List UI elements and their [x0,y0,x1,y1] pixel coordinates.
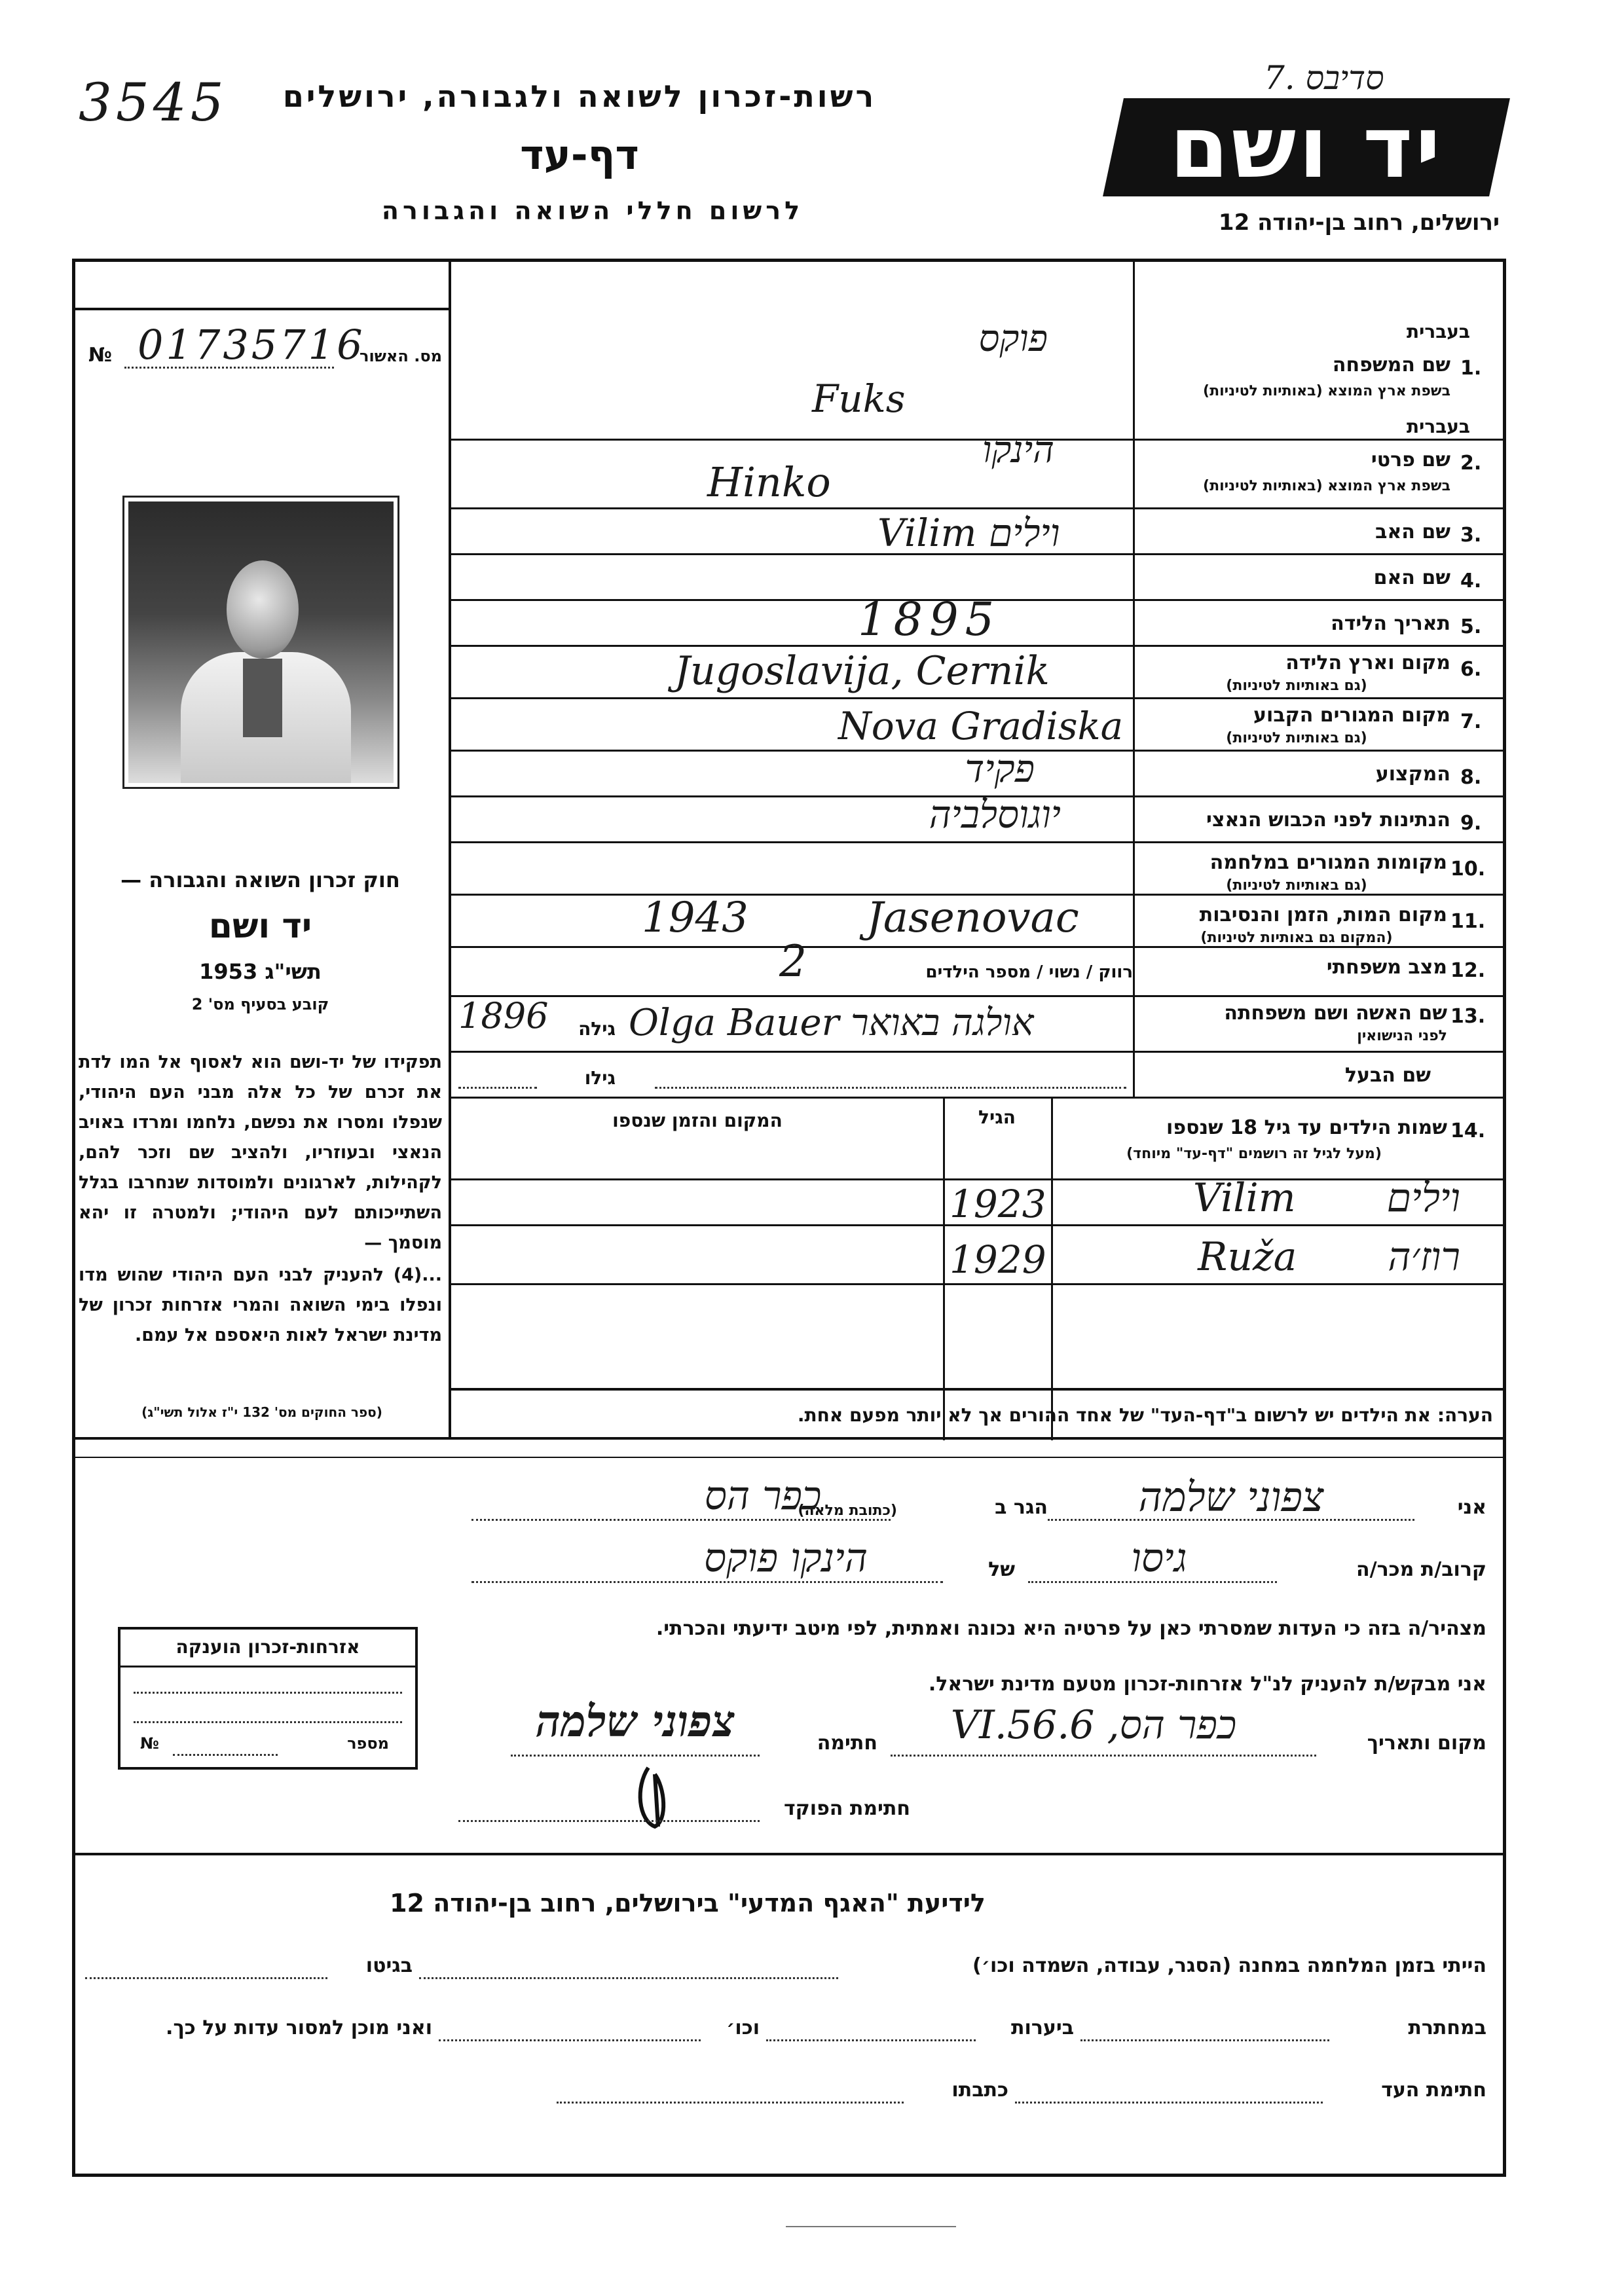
form-title: דף-עד [520,131,639,179]
field-8-num: 8. [1460,766,1482,789]
decl-address-hint: (כתובת מלאה) [798,1503,897,1519]
authority-heading: רשות-זכרון לשואה ולגבורה, ירושלים [282,79,877,114]
bottom-line3-dots-2 [557,2102,904,2104]
decl-i-label: אני [1457,1496,1486,1519]
field-13-sub: לפני הנישואין [1357,1028,1447,1044]
decl-officer-label: חתימת הפוקד [784,1797,910,1820]
field-10-label: מקומות המגורים במלחמה [1209,851,1447,874]
husband-label: שם הבעל [1344,1064,1431,1087]
field-9-value: יוגוסלביה [929,792,1061,837]
row-rule-14 [449,1097,1503,1099]
children-num: 14. [1450,1120,1486,1142]
bottom-line2-dots-2 [766,2039,976,2041]
decl-statement: מצהיר/ה בזה כי העדות שמסרתי כאן על פרטיה היא נכונה ואמתית, לפי מיטב ידיעתי והכרתי. [655,1617,1486,1640]
field-6-num: 6. [1460,658,1482,681]
child-1-name: וילים Vilim [1192,1175,1460,1221]
note-text: הערה: את הילדים יש לרשום ב"דף-העד" של אחד ההורים אך לא יותר מפעם אחת. [797,1404,1493,1426]
husband-line [655,1087,1126,1089]
decl-relative-label: קרוב/ת מכר/ה [1356,1558,1486,1581]
row-rule-9 [449,841,1503,843]
field-13-age-value: 1896 [458,995,549,1036]
top-right-handwritten: 7. סדיבס [1264,59,1384,97]
field-3-label: שם האב [1375,520,1450,543]
decl-relation: גיסו [1131,1535,1187,1581]
registration-suffix: № [88,344,113,367]
bottom-line2-start: במחתרת [1408,2016,1486,2039]
children-col-place: המקום והזמן שנספו [612,1110,783,1131]
decl-officer-line [458,1820,760,1822]
field-13-num: 13. [1450,1005,1486,1028]
decl-request: אני מבקש/ת להעניק לנ"ל אזרחות-זכרון מטעם מדינת ישראל. [928,1673,1486,1696]
citizenship-number-line [173,1754,278,1756]
citizenship-line-1 [134,1692,402,1694]
field-3-value: Vilim וילים [877,511,1060,555]
decl-address: כפר הס [704,1473,822,1519]
field-11-value: 1943 Jasenovac [642,894,1079,942]
dotted-separator [72,1457,1506,1458]
field-11-label: מקום המות, הזמן והנסיבות [1199,903,1447,926]
field-2-sub: בשפת ארץ המוצא (באותיות לטיניות) [1203,478,1450,494]
logo-text: יד ושם [1170,98,1443,197]
field-5-value: 1895 [858,592,1001,646]
child-2-age: 1929 [950,1237,1046,1282]
field-8-value: פקיד [965,746,1035,791]
decl-signature-label: חתימה [817,1732,877,1755]
note-rule-top [449,1388,1503,1391]
decl-place-date-line [891,1755,1316,1757]
field-7-sub: (גם באותיות לטיניות) [1226,730,1367,746]
field-12-num: 12. [1450,959,1486,982]
citizenship-number-suffix: № [140,1734,159,1753]
registration-number: 01735716 [138,321,365,369]
field-9-label: הנתינות לפני הכבוש הנאצי [1206,809,1450,831]
row-rule-12 [449,995,1503,997]
bottom-title: לידיעת "האגף המדעי" בירושלים, רחוב בן-יהודה 12 [390,1889,986,1918]
bottom-line2-mid: ביערות [1011,2016,1074,2039]
decl-name-line [1048,1519,1414,1521]
decl-place-date-label: מקום ותאריך [1367,1732,1486,1755]
bottom-line1: הייתי בזמן המלחמה במחנה (הסגר, עבודה, השמדה וכו׳) [972,1954,1486,1977]
bottom-line2-dots-1 [1080,2039,1329,2041]
field-4-label: שם האם [1373,566,1450,589]
bottom-line1-end-dots [85,1977,327,1979]
field-1-label: שם המשפחה [1332,354,1450,376]
bottom-line1-end: בגיטו [365,1954,413,1977]
field-2-value-latin: Hinko [707,458,831,506]
decl-signature-line [511,1755,760,1757]
husband-age-line [458,1087,537,1089]
decl-of-line [471,1581,943,1583]
field-13-age-label: גילה [578,1018,616,1040]
form-subtitle: לרשום חללי השואה והגבורה [381,196,804,225]
citizenship-line-2 [134,1721,402,1723]
field-1-value-latin: Fuks [812,376,906,421]
law-year: תשי"ג 1953 [199,959,322,984]
frame-top [72,259,1506,262]
law-name: יד ושם [208,907,312,946]
field-2-lang: בעברית [1406,416,1470,437]
field-7-label: מקום המגורים הקבוע [1253,704,1450,727]
address: ירושלים, רחוב בן-יהודה 12 [1218,210,1500,236]
field-5-num: 5. [1460,615,1482,638]
bottom-line3-dots-1 [1015,2102,1323,2104]
field-1-value-hebrew: פוקס [978,318,1048,360]
decl-of-label: של [988,1558,1015,1581]
decl-signature: צפוני שלמה [536,1696,735,1747]
citizenship-rule [120,1666,415,1667]
registration-line [124,367,334,369]
decl-resides-label: הגר ב [995,1496,1048,1519]
field-4-num: 4. [1460,570,1482,592]
portrait-photo [124,498,397,787]
citizenship-title: אזרחות-זכרון הוענקה [175,1636,360,1658]
field-7-value: Nova Gradiska [838,704,1124,748]
yad-vashem-logo [1103,98,1510,196]
children-title: שמות הילדים עד גיל 18 שנספו [1166,1116,1447,1139]
field-12-options: רווק / נשוי / מספר הילדים [925,962,1133,982]
law-section: קובע בסעיף מס' 2 [191,995,329,1013]
row-rule-11 [449,946,1503,948]
file-number-stamp: 3545 [79,72,228,133]
decl-name: צפוני שלמה [1138,1473,1324,1521]
bottom-line2-dots-3 [439,2039,701,2041]
decl-relation-line [1028,1581,1277,1583]
field-6-label: מקום וארץ הלידה [1285,651,1450,674]
row-rule-2 [449,507,1503,509]
field-10-sub: (גם באותיות לטיניות) [1226,877,1367,894]
bottom-line3-start: חתימת העד [1381,2079,1486,2102]
field-13-value: Olga Bauer אולגה באואר [629,1002,1034,1044]
scan-artifact-line [786,2226,956,2227]
left-top-rule [72,308,449,310]
decl-of-name: הינקו פוקס [704,1535,868,1581]
field-6-value: Jugoslavija, Cernik [674,648,1050,694]
row-rule-6 [449,697,1503,699]
child-1-age: 1923 [950,1182,1046,1226]
note-rule-bottom [72,1437,1506,1440]
column-divider [449,259,451,1437]
field-1-num: 1. [1460,357,1482,380]
field-11-num: 11. [1450,910,1486,933]
citizenship-number-label: מספר [347,1734,389,1753]
label-divider [1133,259,1135,1097]
field-2-label: שם פרטי [1371,448,1450,471]
law-paragraph-1: תפקידו של יד-ושם הוא לאסוף אל המו לדת את זכרם של כל אלה מבני העם היהודי, שנפלו ומסרו את נפשם, נלחמו ומרדו באויב הנאצי ובעוזריו, ולהציב שם וזכר להם, לקהילות, לארגונים ולמוסדות שנחרבו בגלל השתייכותם לעם היהודי; ולמטרה זו יהא מוסמך — [79,1052,442,1253]
field-11-sub: (המקום גם באותיות לטיניות) [1200,930,1393,946]
field-7-num: 7. [1460,710,1482,733]
bottom-rule [72,1853,1506,1855]
bottom-line2-end: ואני מוכן למסור עדות על כך. [166,2016,432,2039]
field-12-value: 2 [779,936,807,987]
husband-age-label: גילו [584,1067,616,1089]
frame-left [72,259,75,2177]
bottom-line1-dots [419,1977,838,1979]
decl-address-line [471,1519,891,1521]
frame-right [1503,259,1506,2177]
citizenship-box [118,1627,418,1770]
field-6-sub: (גם באותיות לטיניות) [1226,678,1367,694]
field-12-label: מצב משפחתי [1326,956,1447,979]
bottom-line2-mid2: וכו׳ [726,2016,760,2039]
field-3-num: 3. [1460,524,1482,547]
decl-place-date: כפר הס, 6.VI.56 [950,1702,1237,1748]
law-footnote: (ספר החוקים מס' 132 י"ז אלול תשי"ג) [141,1404,382,1420]
law-title: חוק זכרון השואה והגבורה — [120,867,400,892]
field-5-label: תאריך הלידה [1331,612,1450,635]
children-col-age: הגיל [978,1106,1016,1128]
field-1-lang: בעברית [1406,321,1470,342]
row-rule-13 [449,1051,1503,1053]
bottom-line3-end: כתבתו [951,2079,1008,2102]
field-1-sub: בשפת ארץ המוצא (באותיות לטיניות) [1203,383,1450,399]
registration-label: מס. האשור [360,347,442,365]
children-subtitle: (מעל לגיל זה רושמים "דף-עד" מיוחד) [1126,1146,1382,1162]
field-13-label: שם האשה ושם משפחתה [1224,1002,1447,1025]
field-10-num: 10. [1450,858,1486,881]
officer-signature-mark [629,1761,681,1833]
child-2-name: רוז׳ה Ruža [1198,1234,1460,1280]
frame-bottom [72,2174,1506,2177]
field-8-label: המקצוע [1375,763,1450,786]
field-2-num: 2. [1460,452,1482,475]
children-rule-3 [449,1283,1503,1285]
law-paragraph-2: ...(4) להעניק לבני העם היהודי שהוש מדו ונפלו בימי השואה והמרי אזרחות זכרון של מדינת ישראל לאות היאספם אל עמם. [79,1265,442,1345]
field-2-value-hebrew: הינקו [982,429,1054,471]
field-9-num: 9. [1460,812,1482,835]
